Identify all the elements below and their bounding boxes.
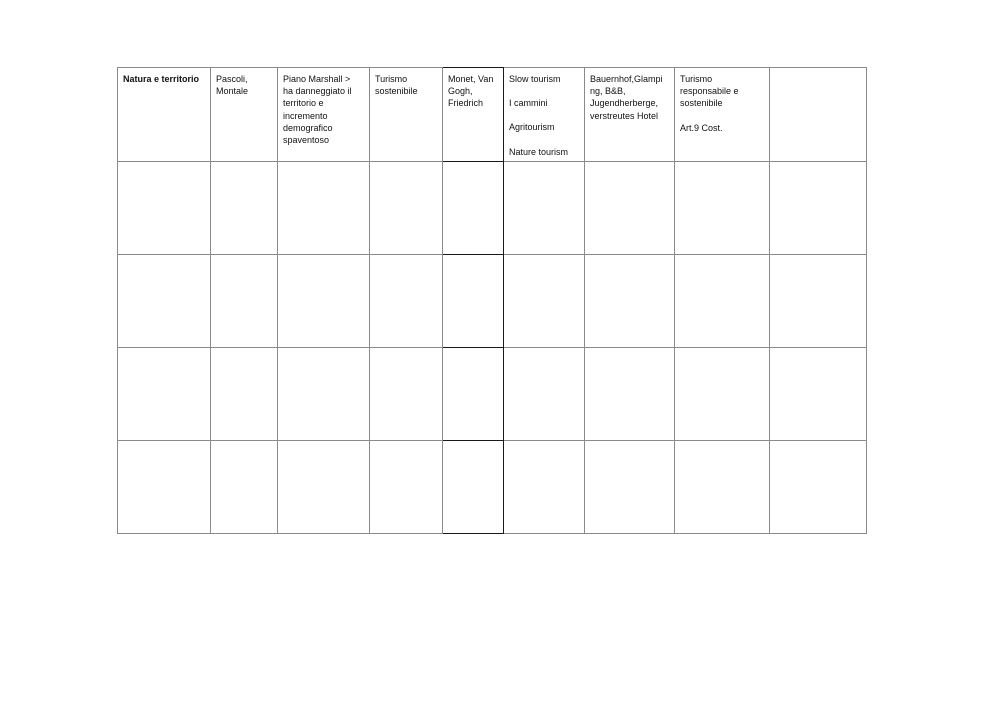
table-cell	[211, 255, 278, 348]
table-row	[118, 441, 867, 534]
table-cell	[278, 441, 370, 534]
table-cell	[504, 441, 585, 534]
topic-table	[117, 67, 867, 534]
table-cell	[370, 441, 443, 534]
cell-text: Natura e territorio	[123, 74, 200, 84]
cell-text: Piano Marshall >	[283, 74, 351, 84]
cell-text: Montale	[216, 86, 249, 97]
table-cell	[585, 162, 675, 255]
cell-text: ng, B&B,	[590, 86, 626, 97]
table-cell	[504, 255, 585, 348]
cell-text: territorio e	[283, 98, 324, 109]
table-row	[118, 162, 867, 255]
cell-text: Pascoli,	[216, 74, 248, 84]
table-row	[118, 68, 867, 162]
cell-gap	[509, 109, 579, 121]
cell-text: Agritourism	[509, 122, 555, 133]
table-cell	[370, 255, 443, 348]
table-cell	[585, 348, 675, 441]
cell-text: ha danneggiato il	[283, 86, 352, 97]
table-cell	[770, 255, 867, 348]
table-row	[118, 255, 867, 348]
table-cell	[443, 441, 504, 534]
table-cell	[675, 162, 770, 255]
table-cell-german	[585, 68, 675, 162]
table-cell-authors	[211, 68, 278, 162]
cell-text: Turismo	[375, 74, 408, 84]
table-cell	[770, 348, 867, 441]
table-cell-topic	[118, 68, 211, 162]
cell-text: Art.9 Cost.	[680, 122, 723, 133]
cell-text: verstreutes Hotel	[590, 110, 659, 121]
table-cell-english	[504, 68, 585, 162]
cell-text: Bauernhof,Glampi	[590, 74, 663, 84]
table-cell-empty	[770, 68, 867, 162]
table-cell	[675, 348, 770, 441]
table-cell	[278, 348, 370, 441]
table-cell	[211, 441, 278, 534]
table-cell-history	[278, 68, 370, 162]
table-cell	[370, 348, 443, 441]
cell-text: Nature tourism	[509, 146, 569, 157]
table-cell	[443, 255, 504, 348]
cell-text: Gogh,	[448, 86, 473, 97]
cell-text: incremento	[283, 110, 328, 121]
table-cell-tourism	[370, 68, 443, 162]
table-cell	[118, 255, 211, 348]
cell-text: Jugendherberge,	[590, 98, 659, 109]
table-row	[118, 348, 867, 441]
table-cell	[585, 441, 675, 534]
table-cell	[118, 441, 211, 534]
cell-text: spaventoso	[283, 135, 330, 146]
cell-text: sostenibile	[680, 98, 723, 109]
table-cell-law	[675, 68, 770, 162]
table-cell	[118, 162, 211, 255]
table-cell	[370, 162, 443, 255]
table-cell	[585, 255, 675, 348]
table-cell	[675, 255, 770, 348]
table-cell	[770, 162, 867, 255]
cell-gap	[680, 110, 764, 122]
cell-text: Slow tourism	[509, 74, 561, 84]
table-cell-art	[443, 68, 504, 162]
cell-text: Friedrich	[448, 98, 484, 109]
table-cell	[770, 441, 867, 534]
cell-text: Monet, Van	[448, 74, 494, 84]
cell-gap	[509, 85, 579, 97]
cell-text: responsabile e	[680, 86, 739, 97]
cell-text: I cammini	[509, 98, 548, 109]
table-cell	[118, 348, 211, 441]
table-cell	[443, 162, 504, 255]
cell-text: Turismo	[680, 74, 713, 84]
table-cell	[443, 348, 504, 441]
table-cell	[278, 255, 370, 348]
table-cell	[278, 162, 370, 255]
table-cell	[675, 441, 770, 534]
cell-text: sostenibile	[375, 86, 418, 97]
table-cell	[211, 162, 278, 255]
table-cell	[504, 162, 585, 255]
table-cell	[211, 348, 278, 441]
table-cell	[504, 348, 585, 441]
cell-text: demografico	[283, 122, 333, 133]
cell-gap	[509, 134, 579, 146]
